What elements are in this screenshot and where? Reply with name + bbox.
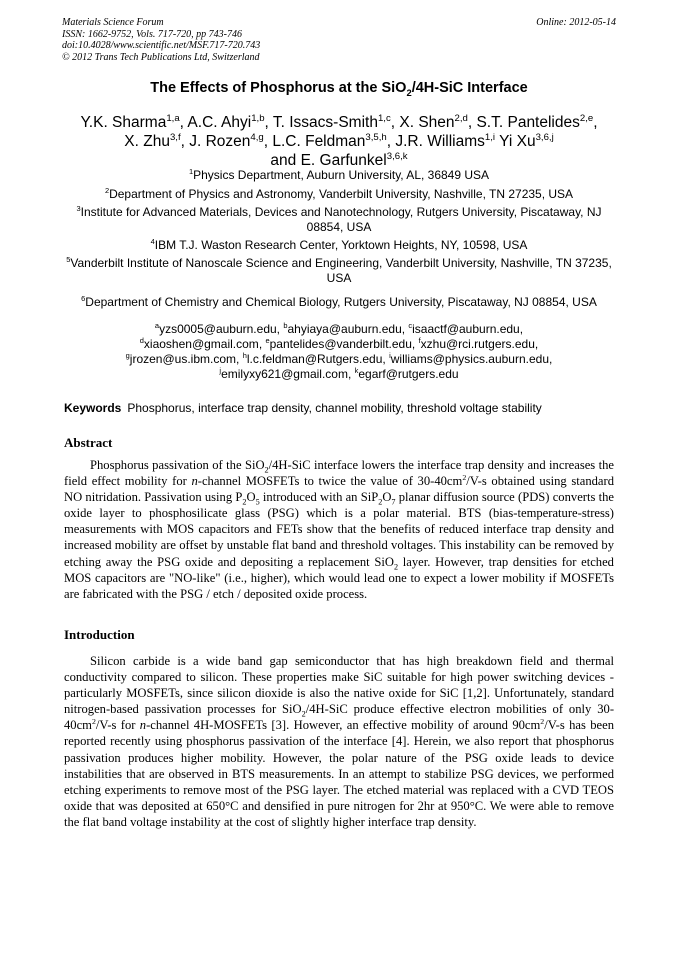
introduction-paragraph: Silicon carbide is a wide band gap semiconductor that has high breakdown field and thermal conductivity compared to silicon. These properties make SiC suitable for high power switching devices - particularly MOSFETs, since silicon dioxide is also the native oxide for SiC [1,2]. Unfortunately, standard nitrogen-based passivation processes for SiO$_2$/4H-SiC produce effective electron mobilities of only $30-40cm^2/V-s$ for n-channel 4H-MOSFETs [3]. However, an effective mobility of around $90cm^2/V-s$ has been reported recently using phosphorus passivation of the interface [4]. Herein, we also report that phosphorus passivation produces higher mobility. However, the polar nature of the PSG oxide leads to device instabilities that are observed in BTS measurements. In an attempt to stabilize PSG devices, we performed etching experiments to remove most of the PSG layer. The etched material was replaced with a CVD TEOS oxide that was deposited at 650°C and densified in pure nitrogen for 2hr at 950°C. We were able to remove the flat band voltage instability at the cost of slightly higher interface trap density. [64,654,615,829]
affiliation: $^2$Department of Physics and Astronomy, Vanderbilt University, Nashville, TN 27235, USA [104,186,574,201]
affiliation: $^5$Vanderbilt Institute of Nanoscale Science and Engineering, Vanderbilt University, Nashville, TN 37235, USA [66,255,612,285]
keywords-text: Phosphorus, interface trap density, channel mobility, threshold voltage stability [127,401,542,415]
keywords [64,401,616,415]
affiliation: $^1$Physics Department, Auburn University, AL, 36849 USA [188,167,490,182]
affiliation: $^3$Institute for Advanced Materials, Devices and Nanotechnology, Rutgers University, Piscataway, NJ 08854, USA [76,204,602,234]
author-list: Y.K. Sharma$^{1,a}$, A.C. Ahyi$^{1,b}$, T. Issacs-Smith$^{1,c}$, X. Shen$^{2,d}$, S.T. Pantelides$^{2,e}$, X. Zhu$^{3,f}$, J. Rozen$^{4,g}$, L.C. Feldman$^{3,5,h}$, J.R. Williams$^{1,i}$ Yi Xu$^{3,6,j}$ and E. Garfunkel$^{3,6,k}$ [80,112,598,169]
introduction-heading: Introduction [64,627,135,642]
affiliation: $^4$IBM T.J. Waston Research Center, Yorktown Heights, NY, 10598, USA [150,237,528,252]
journal-name: Materials Science Forum [62,17,164,28]
abstract-paragraph: Phosphorus passivation of the SiO$_2$/4H-SiC interface lowers the interface trap density and increases the field effect mobility for n-channel MOSFETs to twice the value of $30-40cm^2/V-s$ obtained using standard NO nitridation. Passivation using $P_2O_5$ introduced with an $SiP_2O_7$ planar diffusion source (PDS) converts the oxide layer to phosphosilicate glass (PSG) which is a polar material. BTS (bias-temperature-stress) measurements with MOS capacitors and FETs show that the benefits of reduced interface trap density and increased mobility are offset by unstable flat band and threshold voltages. This instability can be removed by etching away the PSG oxide and depositing a replacement SiO$_2$ layer. However, trap densities for etched MOS capacitors are "NO-like" (i.e., higher), which would lead one to expect a lower mobility if MOSFETs are fabricated with the PSG / etch / deposited oxide process. [64,458,615,601]
copyright-line: © 2012 Trans Tech Publications Ltd, Switzerland [62,51,260,63]
keywords-label: Keywords [64,401,122,415]
doi-line: doi:10.4028/www.scientific.net/MSF.717-720.743 [62,40,261,51]
affiliation: $^6$Department of Chemistry and Chemical Biology, Rutgers University, Piscataway, NJ 08854, USA [81,294,597,309]
online-date: Online: 2012-05-14 [536,17,616,28]
email-list: $^a$yzs0005@auburn.edu, $^b$ahyiaya@auburn.edu, $^c$isaactf@auburn.edu, $^d$xiaoshen@gmail.com, $^e$pantelides@vanderbilt.edu, $^f$xzhu@rci.rutgers.edu, $^g$jrozen@us.ibm.com, $^h$l.c.feldman@Rutgers.edu, $^i$williams@physics.auburn.edu, $^j$emilyxy621@gmail.com, $^k$egarf@rutgers.edu [125,321,553,381]
journal-header [62,17,616,63]
issn-line: ISSN: 1662-9752, Vols. 717-720, pp 743-746 [62,28,242,40]
abstract-heading: Abstract [64,435,113,450]
paper-title: The Effects of Phosphorus at the SiO$_2$/4H-SiC Interface [150,80,528,98]
